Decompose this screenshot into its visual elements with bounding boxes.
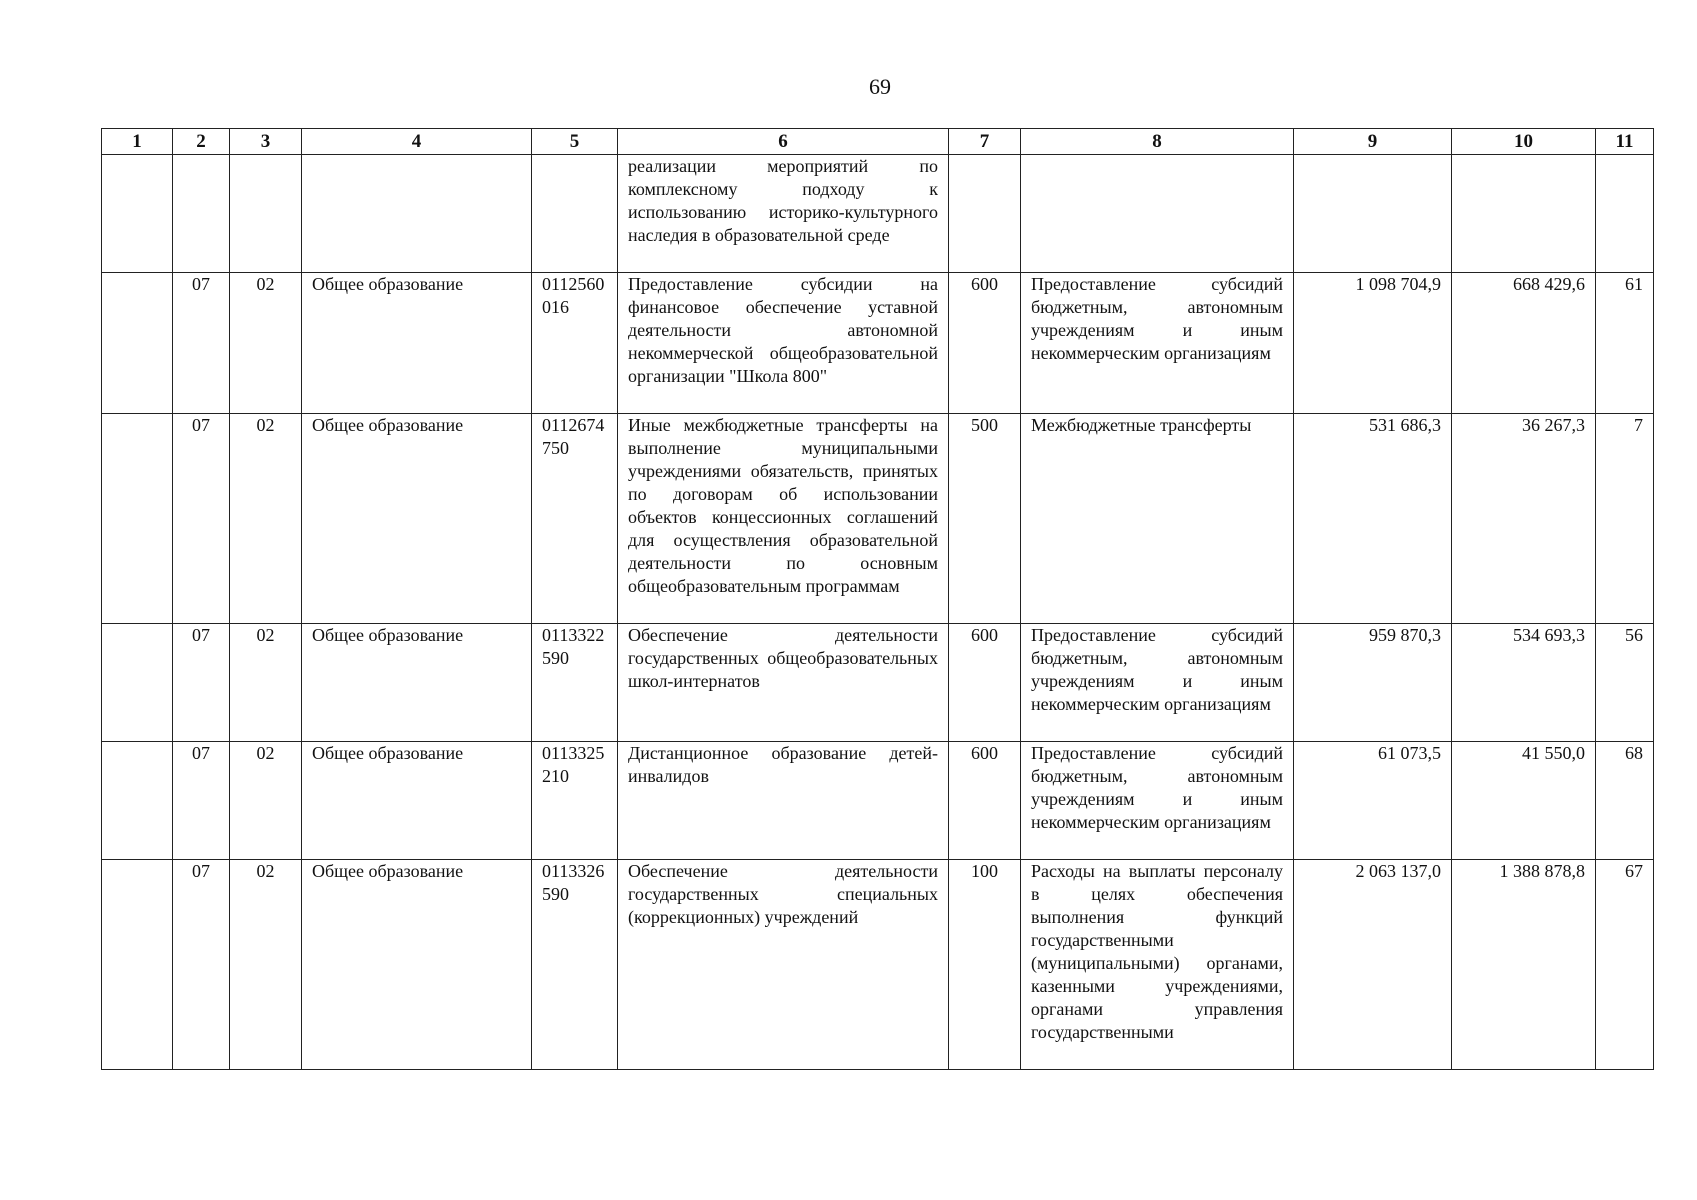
cell-expense-type-name: Предоставление субсидий бюджетным, автономным учреждениям и иным некоммерческим организациям: [1021, 742, 1294, 860]
cell-target-name: Обеспечение деятельности государственных общеобразовательных школ-интернатов: [618, 624, 949, 742]
cell-subsection: 02: [230, 624, 302, 742]
cell-section-name: Общее образование: [302, 860, 532, 1070]
cell-expense-type-code: 600: [949, 273, 1021, 414]
cell-col1: [102, 155, 173, 273]
cell-target-name: Дистанционное образование детей-инвалидов: [618, 742, 949, 860]
cell-actual-amount: 36 267,3: [1452, 414, 1596, 624]
cell-expense-type-name: Предоставление субсидий бюджетным, автономным учреждениям и иным некоммерческим организациям: [1021, 624, 1294, 742]
column-header-9: 9: [1294, 129, 1452, 155]
cell-subsection: 02: [230, 860, 302, 1070]
cell-section: 07: [173, 273, 230, 414]
cell-target-code: 0112674750: [532, 414, 618, 624]
column-header-4: 4: [302, 129, 532, 155]
cell-expense-type-code: 600: [949, 624, 1021, 742]
column-header-3: 3: [230, 129, 302, 155]
cell-plan-amount: 1 098 704,9: [1294, 273, 1452, 414]
cell-section-name: [302, 155, 532, 273]
cell-target-name: реализации мероприятий по комплексному подходу к использованию историко-культурного наследия в образовательной среде: [618, 155, 949, 273]
cell-target-code: 0113322590: [532, 624, 618, 742]
cell-expense-type-code: [949, 155, 1021, 273]
table-row: [102, 414, 1654, 624]
cell-expense-type-name: Расходы на выплаты персоналу в целях обеспечения выполнения функций государственными (муниципальными) органами, казенными учреждениями, органами управления государственными: [1021, 860, 1294, 1070]
cell-actual-amount: 1 388 878,8: [1452, 860, 1596, 1070]
table-row: [102, 273, 1654, 414]
table-row: [102, 860, 1654, 1070]
column-header-6: 6: [618, 129, 949, 155]
cell-percent: [1596, 155, 1654, 273]
page-number: 69: [869, 74, 891, 99]
cell-plan-amount: 959 870,3: [1294, 624, 1452, 742]
column-header-7: 7: [949, 129, 1021, 155]
cell-col1: [102, 624, 173, 742]
cell-target-name: Иные межбюджетные трансферты на выполнение муниципальными учреждениями обязательств, принятых по договорам об использовании объектов концессионных соглашений для осуществления образовательной деятельности по основным общеобразовательным программам: [618, 414, 949, 624]
cell-target-name: Обеспечение деятельности государственных специальных (коррекционных) учреждений: [618, 860, 949, 1070]
cell-subsection: 02: [230, 414, 302, 624]
cell-section: [173, 155, 230, 273]
cell-section: 07: [173, 624, 230, 742]
cell-subsection: [230, 155, 302, 273]
column-header-1: 1: [102, 129, 173, 155]
column-header-11: 11: [1596, 129, 1654, 155]
cell-plan-amount: [1294, 155, 1452, 273]
cell-percent: 56: [1596, 624, 1654, 742]
cell-target-code: 0113326590: [532, 860, 618, 1070]
cell-plan-amount: 531 686,3: [1294, 414, 1452, 624]
cell-section-name: Общее образование: [302, 624, 532, 742]
cell-percent: 7: [1596, 414, 1654, 624]
cell-section: 07: [173, 742, 230, 860]
cell-expense-type-name: Предоставление субсидий бюджетным, автономным учреждениям и иным некоммерческим организациям: [1021, 273, 1294, 414]
cell-actual-amount: 534 693,3: [1452, 624, 1596, 742]
cell-target-code: [532, 155, 618, 273]
cell-col1: [102, 273, 173, 414]
cell-section: 07: [173, 414, 230, 624]
header-row: [102, 129, 1654, 155]
cell-expense-type-code: 500: [949, 414, 1021, 624]
cell-target-name: Предоставление субсидии на финансовое обеспечение уставной деятельности автономной некоммерческой общеобразовательной организации "Школа 800": [618, 273, 949, 414]
column-header-2: 2: [173, 129, 230, 155]
cell-percent: 61: [1596, 273, 1654, 414]
cell-subsection: 02: [230, 742, 302, 860]
cell-section-name: Общее образование: [302, 742, 532, 860]
cell-expense-type-code: 600: [949, 742, 1021, 860]
cell-actual-amount: 41 550,0: [1452, 742, 1596, 860]
cell-expense-type-name: Межбюджетные трансферты: [1021, 414, 1294, 624]
cell-col1: [102, 742, 173, 860]
cell-section: 07: [173, 860, 230, 1070]
cell-percent: 67: [1596, 860, 1654, 1070]
cell-target-code: 0112560016: [532, 273, 618, 414]
table-row: [102, 742, 1654, 860]
table-row: [102, 624, 1654, 742]
table-row: [102, 155, 1654, 273]
budget-table: [101, 128, 1654, 1070]
cell-target-code: 0113325210: [532, 742, 618, 860]
cell-col1: [102, 860, 173, 1070]
cell-actual-amount: [1452, 155, 1596, 273]
cell-col1: [102, 414, 173, 624]
column-header-8: 8: [1021, 129, 1294, 155]
cell-expense-type-code: 100: [949, 860, 1021, 1070]
cell-actual-amount: 668 429,6: [1452, 273, 1596, 414]
cell-section-name: Общее образование: [302, 414, 532, 624]
column-header-5: 5: [532, 129, 618, 155]
cell-expense-type-name: [1021, 155, 1294, 273]
cell-section-name: Общее образование: [302, 273, 532, 414]
cell-plan-amount: 2 063 137,0: [1294, 860, 1452, 1070]
cell-subsection: 02: [230, 273, 302, 414]
cell-percent: 68: [1596, 742, 1654, 860]
cell-plan-amount: 61 073,5: [1294, 742, 1452, 860]
column-header-10: 10: [1452, 129, 1596, 155]
